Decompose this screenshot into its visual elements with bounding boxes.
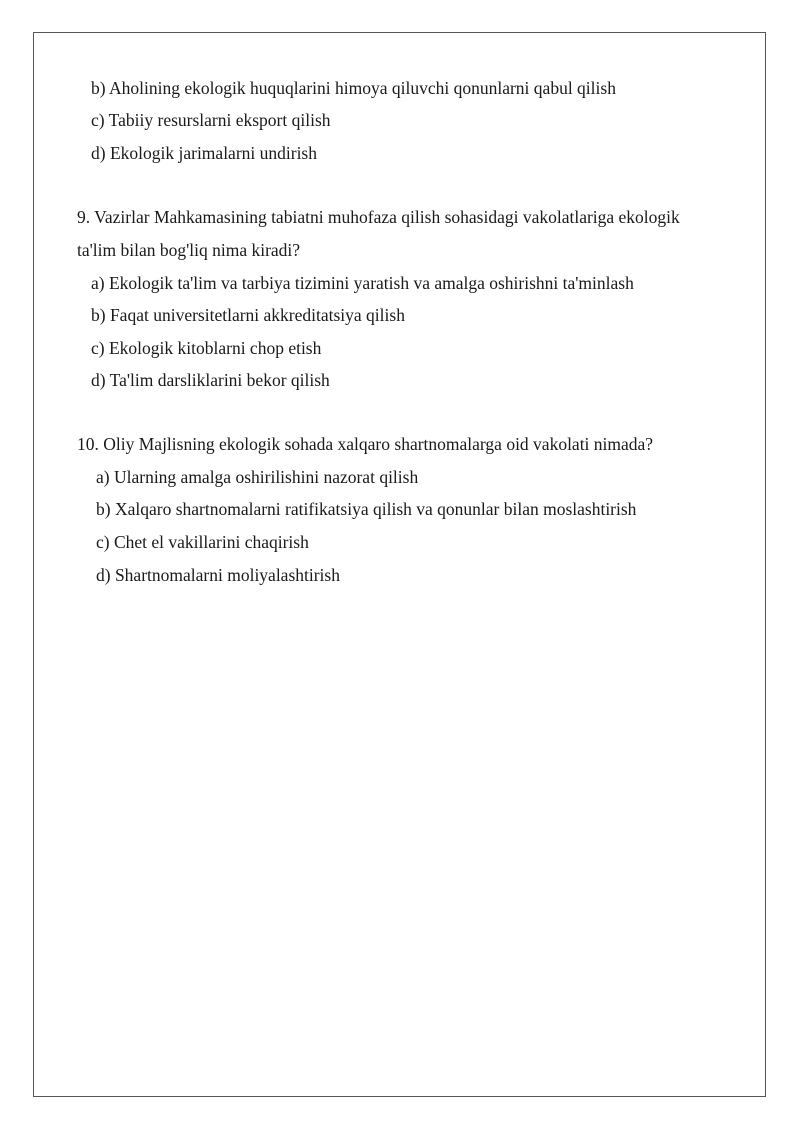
question-10-option-c: c) Chet el vakillarini chaqirish [96, 532, 309, 552]
question-9-option-c: c) Ekologik kitoblarni chop etish [91, 338, 322, 358]
question-10-option-d: d) Shartnomalarni moliyalashtirish [96, 565, 340, 585]
question-10-text: 10. Oliy Majlisning ekologik sohada xalqaro shartnomalarga oid vakolati nimada? [77, 434, 654, 454]
option-c-prev-question: c) Tabiiy resurslarni eksport qilish [91, 110, 331, 130]
question-9-option-a: a) Ekologik ta'lim va tarbiya tizimini yaratish va amalga oshirishni ta'minlash [91, 273, 634, 293]
question-9-option-d: d) Ta'lim darsliklarini bekor qilish [91, 370, 330, 390]
question-9-text-line-2: ta'lim bilan bog'liq nima kiradi? [77, 240, 301, 260]
question-9-text-line-1: 9. Vazirlar Mahkamasining tabiatni muhofaza qilish sohasidagi vakolatlariga ekologik [77, 207, 680, 227]
question-9-option-b: b) Faqat universitetlarni akkreditatsiya qilish [91, 305, 405, 325]
question-10-option-b: b) Xalqaro shartnomalarni ratifikatsiya qilish va qonunlar bilan moslashtirish [96, 499, 637, 519]
option-d-prev-question: d) Ekologik jarimalarni undirish [91, 143, 317, 163]
option-b-prev-question: b) Aholining ekologik huquqlarini himoya qiluvchi qonunlarni qabul qilish [91, 78, 616, 98]
question-10-option-a: a) Ularning amalga oshirilishini nazorat qilish [96, 467, 419, 487]
